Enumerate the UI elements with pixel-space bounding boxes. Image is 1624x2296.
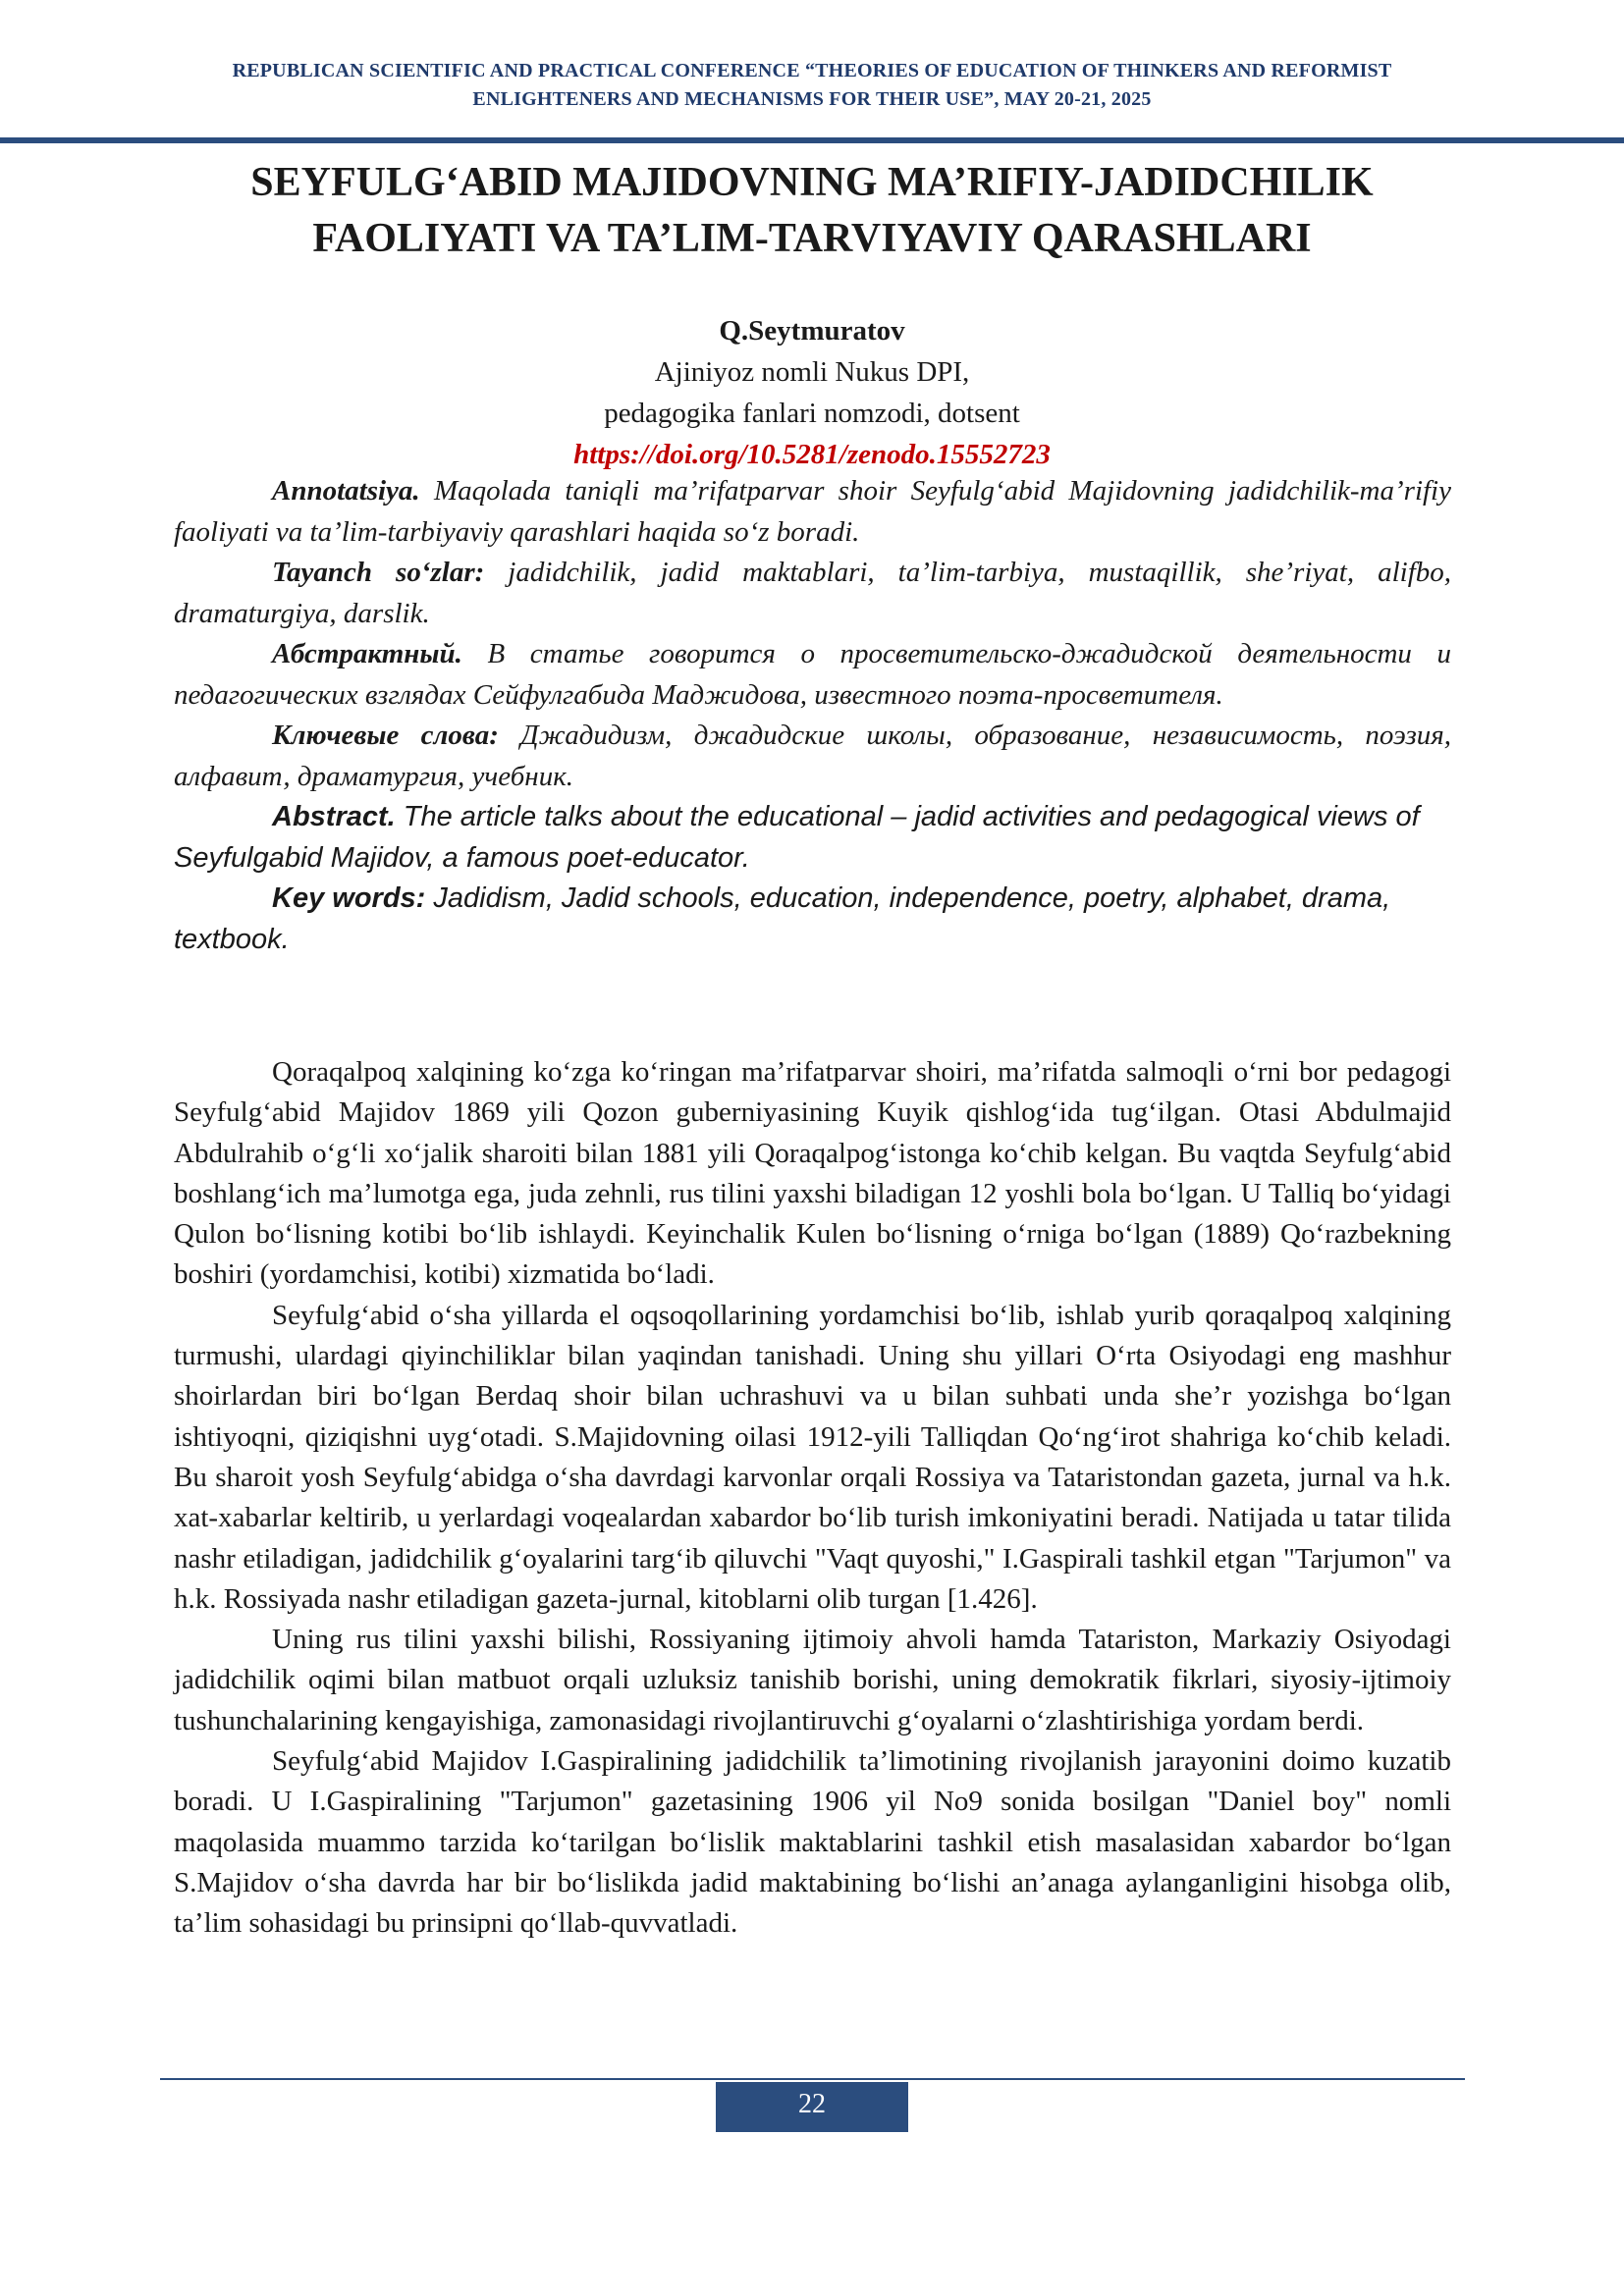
article-title-line2: FAOLIYATI VA TA’LIM-TARVIYAVIY QARASHLARI xyxy=(312,216,1312,261)
body-paragraph-2: Seyfulg‘abid o‘sha yillarda el oqsoqollarining yordamchisi bo‘lib, ishlab yurib qoraqalpoq xalqining turmushi, ulardagi qiyinchiliklar bilan yaqindan tanishadi. Uning shu yillari O‘rta Osiyodagi eng mashhur shoirlardan biri bo‘lgan Berdaq shoir bilan uchrashuvi va u bilan suhbati unda she’r yozishga bo‘lgan ishtiyoqni, qiziqishni uyg‘otadi. S.Majidovning oilasi 1912-yili Talliqdan Qo‘ng‘irot shahriga ko‘chib keladi. Bu sharoit yosh Seyfulg‘abidga o‘sha davrdagi karvonlar orqali Rossiya va Tataristondan gazeta, jurnal va h.k. xat-xabarlar keltirib, u yerlardagi voqealardan xabardor bo‘lib turish imkoniyatini beradi. Natijada u tatar tilida nashr etiladigan, jadidchilik g‘oyalarini targ‘ib qiluvchi "Vaqt quyoshi," I.Gaspirali tashkil etgan "Tarjumon" va h.k. Rossiyada nashr etiladigan gazeta-jurnal, kitoblarni olib turgan [1.426]. xyxy=(174,1299,1451,1615)
abstract-ru-text: В статье говорится о просветительско-джадидской деятельности и педагогических взглядах Сейфулгабида Маджидова, известного поэта-просветителя. xyxy=(174,638,1451,711)
keywords-uz-text: jadidchilik, jadid maktablari, ta’lim-tarbiya, mustaqillik, she’riyat, alifbo, dramaturgiya, darslik. xyxy=(174,557,1451,629)
abstract-en xyxy=(174,797,1451,879)
abstract-ru xyxy=(174,634,1451,716)
keywords-en-text: Jadidism, Jadid schools, education, independence, poetry, alphabet, drama, textbook. xyxy=(174,882,1391,955)
keywords-uz xyxy=(174,553,1451,634)
abstract-uz-label: Annotatsiya. xyxy=(272,475,420,507)
body-paragraph-3: Uning rus tilini yaxshi bilishi, Rossiyaning ijtimoiy ahvoli hamda Tatariston, Markaziy Osiyodagi jadidchilik oqimi bilan matbuot orqali uzluksiz tanishib borishi, uning demokratik fikrlari, siyosiy-ijtimoiy tushunchalarining kengayishiga, zamonasidagi rivojlantiruvchi g‘oyalarni o‘zlashtirishiga yordam berdi. xyxy=(174,1624,1451,1736)
footer-divider xyxy=(160,2078,1465,2080)
article-title-line1: SEYFULG‘ABID MAJIDOVNING MA’RIFIY-JADIDCHILIK xyxy=(250,160,1374,205)
abstracts-section xyxy=(174,471,1451,960)
author-degree: pedagogika fanlari nomzodi, dotsent xyxy=(604,398,1020,429)
doi-link[interactable]: https://doi.org/10.5281/zenodo.15552723 xyxy=(573,439,1051,470)
header-divider xyxy=(0,137,1624,143)
keywords-en-label: Key words: xyxy=(272,882,426,914)
keywords-uz-label: Tayanch so‘zlar: xyxy=(272,557,485,588)
conference-header xyxy=(147,57,1477,114)
page-number: 22 xyxy=(716,2082,908,2132)
keywords-ru-label: Ключевые слова: xyxy=(272,720,499,751)
abstract-en-text: The article talks about the educational – jadid activities and pedagogical views of Seyfulgabid Majidov, a famous poet-educator. xyxy=(174,801,1420,874)
body-paragraph-1: Qoraqalpoq xalqining ko‘zga ko‘ringan ma’rifatparvar shoiri, ma’rifatda salmoqli o‘rni bor pedagogi Seyfulg‘abid Majidov 1869 yili Qozon guberniyasining Kuyik qishlog‘ida tug‘ilgan. Otasi Abdulmajid Abdulrahib o‘g‘li xo‘jalik sharoiti bilan 1881 yili Qoraqalpog‘istonga ko‘chib kelgan. Bu vaqtda Seyfulg‘abid boshlang‘ich ma’lumotga ega, juda zehnli, rus tilini yaxshi biladigan 12 yoshli bola bo‘lgan. U Talliq bo‘yidagi Qulon bo‘lisning kotibi bo‘lib ishlaydi. Keyinchalik Kulen bo‘lisning o‘rniga bo‘lgan (1889) Qo‘razbekning boshiri (yordamchisi, kotibi) xizmatida bo‘ladi. xyxy=(174,1056,1451,1291)
keywords-ru xyxy=(174,716,1451,797)
keywords-ru-text: Джадидизм, джадидские школы, образование, независимость, поэзия, алфавит, драматургия, учебник. xyxy=(174,720,1451,792)
article-title xyxy=(147,155,1477,267)
conference-header-line2: ENLIGHTENERS AND MECHANISMS FOR THEIR USE”, MAY 20-21, 2025 xyxy=(472,88,1152,110)
author-affiliation: Ajiniyoz nomli Nukus DPI, xyxy=(654,356,970,388)
keywords-en xyxy=(174,879,1451,960)
abstract-ru-label: Абстрактный. xyxy=(272,638,462,669)
body-paragraph-4: Seyfulg‘abid Majidov I.Gaspiralining jadidchilik ta’limotining rivojlanish jarayonini doimo kuzatib boradi. U I.Gaspiralining "Tarjumon" gazetasining 1906 yil No9 sonida bosilgan "Daniel boy" nomli maqolasida muammo tarzida ko‘tarilgan bo‘lislik maktablarini tashkil etish masalasidan xabardor bo‘lgan S.Majidov o‘sha davrda har bir bo‘lislikda jadid maktabining bo‘lishi an’anaga aylanganligini hisobga olib, ta’lim sohasidagi bu prinsipni qo‘llab-quvvatladi. xyxy=(174,1745,1451,1940)
author-name: Q.Seytmuratov xyxy=(719,315,905,347)
abstract-en-label: Abstract. xyxy=(272,801,396,832)
author-block xyxy=(147,310,1477,475)
conference-header-line1: REPUBLICAN SCIENTIFIC AND PRACTICAL CONFERENCE “THEORIES OF EDUCATION OF THINKERS AND REFORMIST xyxy=(232,60,1392,81)
abstract-uz xyxy=(174,471,1451,553)
abstract-uz-text: Maqolada taniqli ma’rifatparvar shoir Seyfulg‘abid Majidovning jadidchilik-ma’rifiy faoliyati va ta’lim-tarbiyaviy qarashlari haqida so‘z boradi. xyxy=(174,475,1451,548)
article-body xyxy=(174,1052,1451,1945)
